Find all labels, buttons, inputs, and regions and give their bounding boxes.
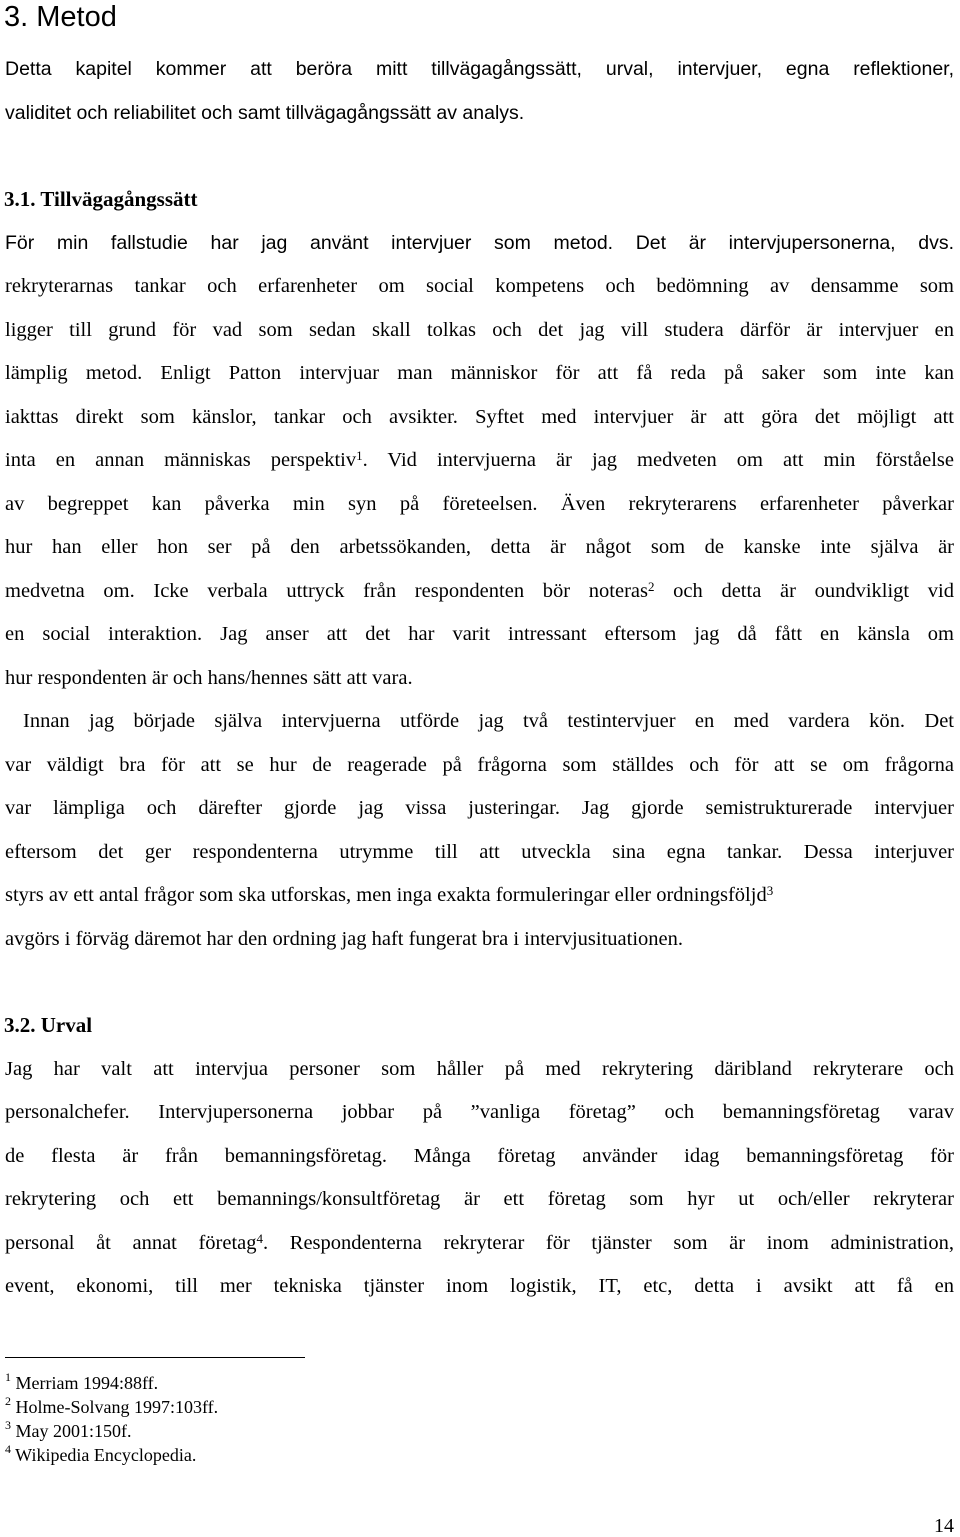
para3-line-2: personalchefer. Intervjupersonerna jobbar på ”vanliga företag” och bemanningsföretag varav [5, 1101, 954, 1123]
footnote-ref-3: 3 [766, 883, 774, 898]
para3-line-4: rekrytering och ett bemannings/konsultföretag är ett företag som hyr ut och/eller rekryterar [5, 1188, 954, 1210]
section-heading-3-1: 3.1. Tillvägagångssätt [4, 187, 198, 211]
intro-line-1: Detta kapitel kommer att beröra mitt tillvägagångssätt, urval, intervjuer, egna reflektioner, [5, 58, 954, 80]
page-number: 14 [934, 1515, 954, 1537]
para1-line-11: hur respondenten är och hans/hennes sätt att vara. [5, 667, 413, 689]
footnote-separator [5, 1357, 305, 1358]
text-segment: personal åt annat företag [5, 1232, 257, 1254]
text-segment: och detta är oundvikligt vid [654, 580, 954, 602]
text-segment: inta en annan människas perspektiv [5, 449, 357, 471]
footnote-ref-1: 1 [356, 448, 363, 463]
footnote-text: Merriam 1994:88ff. [11, 1373, 159, 1393]
para1-line-6 [5, 448, 954, 472]
para1-line-5: iakttas direkt som känslor, tankar och avsikter. Syftet med intervjuer är att göra det möjligt att [5, 406, 954, 428]
para1-line-1: För min fallstudie har jag använt intervjuer som metod. Det är intervjupersonerna, dvs. [5, 232, 954, 254]
para3-line-5 [5, 1231, 954, 1255]
para1-line-9 [5, 579, 954, 603]
footnote-2 [5, 1396, 218, 1418]
footnote-text: May 2001:150f. [11, 1421, 132, 1441]
footnote-ref-2: 2 [647, 579, 655, 594]
footnote-number: 4 [5, 1442, 11, 1456]
text-segment: . Vid intervjuerna är jag medveten om att min förståelse [362, 449, 954, 471]
para2-line-1: Innan jag började själva intervjuerna utförde jag två testintervjuer en med vardera kön. Det [23, 710, 954, 732]
footnote-3 [5, 1420, 132, 1442]
text-segment: medvetna om. Icke verbala uttryck från respondenten bör noteras [5, 580, 648, 602]
text-segment: . Respondenterna rekryterar för tjänster som är inom administration, [263, 1232, 954, 1254]
para1-line-2: rekryterarnas tankar och erfarenheter om social kompetens och bedömning av densamme som [5, 275, 954, 297]
footnote-number: 1 [5, 1370, 11, 1384]
section-heading-3-2: 3.2. Urval [4, 1013, 93, 1037]
para2-line-3: var lämpliga och därefter gjorde jag vissa justeringar. Jag gjorde semistrukturerade intervjuer [5, 797, 954, 819]
intro-line-2: validitet och reliabilitet och samt tillvägagångssätt av analys. [5, 102, 525, 124]
footnote-4 [5, 1444, 196, 1466]
para1-line-7: av begreppet kan påverka min syn på företeelsen. Även rekryterarens erfarenheter påverkar [5, 493, 954, 515]
para3-line-6: event, ekonomi, till mer tekniska tjänster inom logistik, IT, etc, detta i avsikt att få en [5, 1275, 954, 1297]
para2-line-4: eftersom det ger respondenterna utrymme till att utveckla sina egna tankar. Dessa interjuver [5, 841, 954, 863]
footnote-number: 3 [5, 1418, 11, 1432]
para2-line-2: var väldigt bra för att se hur de reagerade på frågorna som ställdes och för att se om frågorna [5, 754, 954, 776]
para1-line-4: lämplig metod. Enligt Patton intervjuar man människor för att få reda på saker som inte kan [5, 362, 954, 384]
para3-line-3: de flesta är från bemanningsföretag. Många företag använder idag bemanningsföretag för [5, 1145, 954, 1167]
para2-line-5 [5, 883, 954, 907]
para3-line-1: Jag har valt att intervjua personer som håller på med rekrytering däribland rekryterare och [5, 1058, 954, 1080]
para1-line-8: hur han eller hon ser på den arbetssökanden, detta är något som de kanske inte själva är [5, 536, 954, 558]
chapter-heading: 3. Metod [4, 1, 117, 33]
text-segment: styrs av ett antal frågor som ska utforskas, men inga exakta formuleringar eller ordningsföljd [5, 884, 767, 906]
footnote-ref-4: 4 [256, 1231, 264, 1246]
footnote-text: Holme-Solvang 1997:103ff. [11, 1397, 219, 1417]
footnote-1 [5, 1372, 158, 1394]
para1-line-10: en social interaktion. Jag anser att det har varit intressant eftersom jag då fått en känsla om [5, 623, 954, 645]
footnote-number: 2 [5, 1394, 11, 1408]
para1-line-3: ligger till grund för vad som sedan skall tolkas och det jag vill studera därför är intervjuer en [5, 319, 954, 341]
footnote-text: Wikipedia Encyclopedia. [11, 1445, 197, 1465]
para2-line-6: avgörs i förväg däremot har den ordning jag haft fungerat bra i intervjusituationen. [5, 928, 683, 950]
